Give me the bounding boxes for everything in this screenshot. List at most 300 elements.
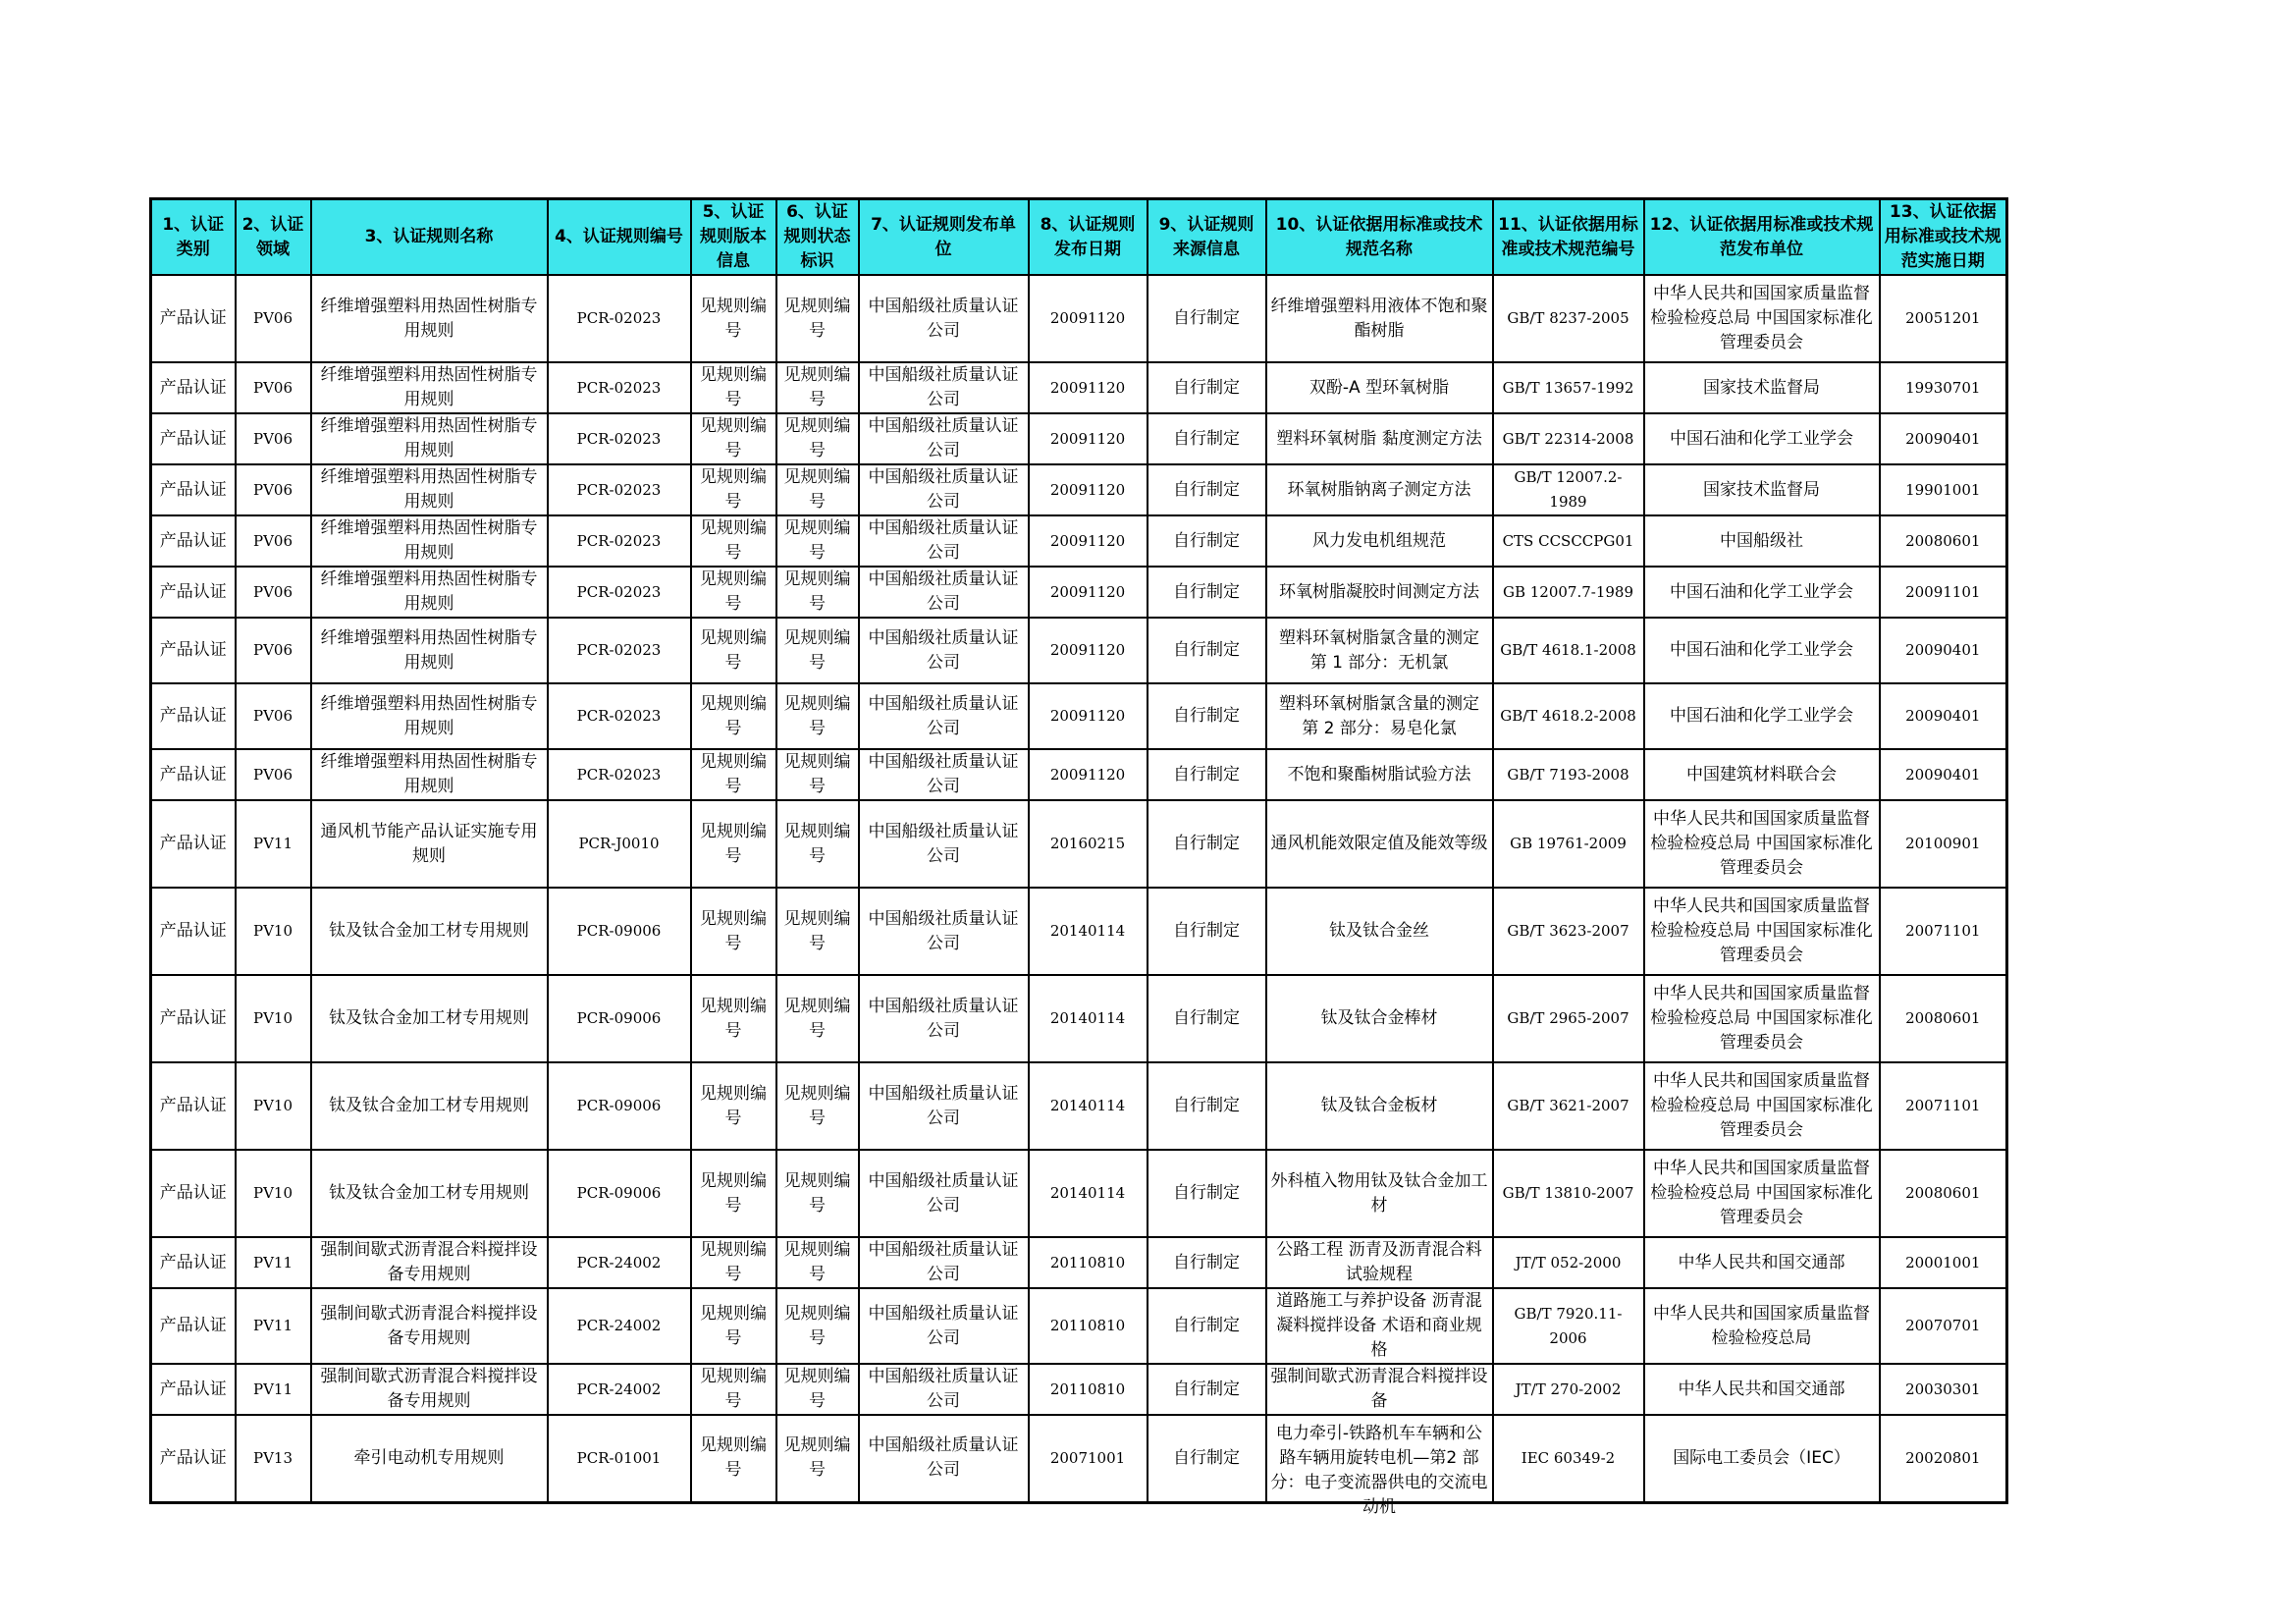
cell-rule-source bbox=[1148, 362, 1266, 413]
cell-standard-number bbox=[1493, 618, 1644, 683]
cell-field bbox=[236, 800, 311, 888]
cell-rule-version-text: 见规则编号 bbox=[700, 518, 767, 563]
cell-rule-date-text: 20110810 bbox=[1049, 1253, 1126, 1271]
cell-rule-source-text: 自行制定 bbox=[1173, 834, 1240, 853]
cell-rule-name bbox=[311, 888, 548, 975]
cell-rule-version bbox=[691, 1415, 776, 1502]
cell-rule-number bbox=[548, 567, 691, 618]
cell-standard-publisher bbox=[1644, 413, 1880, 464]
cell-rule-number-text: PCR-09006 bbox=[576, 1097, 662, 1114]
cell-rule-publisher-text: 中国船级社质量认证公司 bbox=[868, 627, 1019, 673]
cell-rule-number bbox=[548, 618, 691, 683]
cell-rule-name-text: 纤维增强塑料用热固性树脂专用规则 bbox=[320, 627, 538, 673]
cell-rule-name bbox=[311, 618, 548, 683]
cell-category bbox=[151, 1364, 236, 1415]
cell-standard-publisher bbox=[1644, 888, 1880, 975]
cell-standard-date bbox=[1880, 749, 2007, 800]
cell-field-text: PV06 bbox=[252, 480, 293, 499]
cell-standard-name-text: 钛及钛合金棒材 bbox=[1320, 1008, 1438, 1028]
cell-rule-name bbox=[311, 1415, 548, 1502]
cell-standard-publisher-text: 国际电工委员会（IEC） bbox=[1673, 1447, 1850, 1468]
cell-standard-publisher-text: 中国石油和化学工业学会 bbox=[1670, 640, 1853, 660]
cell-rule-publisher bbox=[859, 1364, 1029, 1415]
cell-rule-source-text: 自行制定 bbox=[1173, 640, 1240, 660]
cell-field bbox=[236, 515, 311, 567]
cell-rule-publisher-text: 中国船级社质量认证公司 bbox=[868, 569, 1019, 614]
cell-standard-publisher bbox=[1644, 1150, 1880, 1237]
cell-rule-name-text: 强制间歇式沥青混合料搅拌设备专用规则 bbox=[320, 1240, 538, 1284]
cell-rule-status-text: 见规则编号 bbox=[783, 569, 851, 614]
cell-standard-publisher bbox=[1644, 1415, 1880, 1502]
cell-rule-number-text: PCR-02023 bbox=[576, 429, 662, 448]
cell-standard-name-text: 通风机能效限定值及能效等级 bbox=[1270, 834, 1488, 853]
cell-standard-date-text: 20090401 bbox=[1905, 641, 1981, 659]
cell-rule-date bbox=[1029, 683, 1148, 749]
cell-rule-date bbox=[1029, 1237, 1148, 1288]
cell-rule-status-text: 见规则编号 bbox=[783, 1240, 851, 1284]
cell-field-text: PV06 bbox=[252, 707, 293, 725]
cell-standard-publisher bbox=[1644, 1364, 1880, 1415]
cell-rule-status bbox=[776, 888, 859, 975]
cell-standard-number bbox=[1493, 413, 1644, 464]
cell-rule-source bbox=[1148, 975, 1266, 1062]
cell-rule-date-text: 20091120 bbox=[1049, 378, 1126, 397]
cell-rule-date-text: 20110810 bbox=[1049, 1380, 1126, 1398]
cell-rule-number-text: PCR-09006 bbox=[576, 922, 662, 940]
table-row bbox=[151, 515, 2007, 567]
cell-rule-publisher-text: 中国船级社质量认证公司 bbox=[868, 1170, 1019, 1216]
cell-rule-publisher-text: 中国船级社质量认证公司 bbox=[868, 416, 1019, 460]
cell-standard-date bbox=[1880, 1364, 2007, 1415]
cell-rule-version-text: 见规则编号 bbox=[700, 1435, 767, 1481]
cell-rule-date-text: 20091120 bbox=[1049, 582, 1126, 601]
cell-rule-number bbox=[548, 1150, 691, 1237]
cell-standard-number bbox=[1493, 1237, 1644, 1288]
cell-rule-publisher bbox=[859, 1415, 1029, 1502]
cell-rule-date bbox=[1029, 618, 1148, 683]
cell-rule-status bbox=[776, 464, 859, 515]
cell-rule-version-text: 见规则编号 bbox=[700, 296, 767, 341]
cell-standard-date-text: 20090401 bbox=[1905, 429, 1981, 448]
cell-rule-status bbox=[776, 567, 859, 618]
cell-rule-status-text: 见规则编号 bbox=[783, 996, 851, 1041]
cell-rule-status bbox=[776, 1237, 859, 1288]
cell-rule-number bbox=[548, 888, 691, 975]
cell-standard-name-text: 道路施工与养护设备 沥青混凝料搅拌设备 术语和商业规格 bbox=[1276, 1291, 1482, 1360]
cell-category-text: 产品认证 bbox=[159, 1316, 227, 1335]
cell-rule-source-text: 自行制定 bbox=[1173, 428, 1240, 449]
cell-field-text: PV13 bbox=[252, 1448, 293, 1467]
header-rule-publisher: 7、认证规则发布单位 bbox=[859, 199, 1029, 276]
cell-rule-date bbox=[1029, 362, 1148, 413]
cell-rule-status-text: 见规则编号 bbox=[783, 1367, 851, 1411]
cell-field bbox=[236, 464, 311, 515]
cell-rule-status-text: 见规则编号 bbox=[783, 752, 851, 796]
cell-rule-source bbox=[1148, 413, 1266, 464]
cell-rule-version-text: 见规则编号 bbox=[700, 821, 767, 866]
cell-field-text: PV11 bbox=[252, 1317, 293, 1334]
cell-rule-version bbox=[691, 567, 776, 618]
header-rule-status: 6、认证规则状态标识 bbox=[776, 199, 859, 276]
cell-standard-number bbox=[1493, 362, 1644, 413]
cell-field-text: PV11 bbox=[252, 835, 293, 852]
cell-standard-publisher-text: 中国船级社 bbox=[1720, 530, 1803, 551]
cell-rule-source-text: 自行制定 bbox=[1173, 1252, 1240, 1272]
cell-field-text: PV10 bbox=[252, 1009, 293, 1027]
cell-standard-publisher-text: 中华人民共和国国家质量监督检验检疫总局 中国国家标准化管理委员会 bbox=[1650, 809, 1873, 878]
cell-rule-number-text: PCR-J0010 bbox=[578, 835, 660, 852]
cell-standard-name bbox=[1266, 275, 1493, 362]
cell-rule-date-text: 20091120 bbox=[1049, 641, 1126, 659]
cell-rule-publisher bbox=[859, 975, 1029, 1062]
cell-category-text: 产品认证 bbox=[159, 530, 227, 551]
cell-rule-publisher bbox=[859, 1237, 1029, 1288]
cell-standard-number bbox=[1493, 749, 1644, 800]
cell-rule-number bbox=[548, 1062, 691, 1150]
cell-rule-status-text: 见规则编号 bbox=[783, 1170, 851, 1216]
cell-rule-version-text: 见规则编号 bbox=[700, 1083, 767, 1128]
cell-rule-name bbox=[311, 567, 548, 618]
cell-rule-source bbox=[1148, 1150, 1266, 1237]
table-row bbox=[151, 683, 2007, 749]
cell-standard-publisher bbox=[1644, 515, 1880, 567]
cell-standard-name-text: 双酚-A 型环氧树脂 bbox=[1308, 377, 1450, 398]
table-row bbox=[151, 618, 2007, 683]
cell-standard-date bbox=[1880, 567, 2007, 618]
cell-standard-name bbox=[1266, 464, 1493, 515]
cell-standard-name-text: 公路工程 沥青及沥青混合料试验规程 bbox=[1276, 1240, 1482, 1284]
cell-rule-number bbox=[548, 362, 691, 413]
cell-rule-status-text: 见规则编号 bbox=[783, 296, 851, 341]
cell-rule-number-text: PCR-24002 bbox=[576, 1380, 662, 1398]
cell-field bbox=[236, 618, 311, 683]
cell-category bbox=[151, 464, 236, 515]
cell-rule-source-text: 自行制定 bbox=[1173, 1183, 1240, 1203]
cell-standard-date-text: 20090401 bbox=[1905, 707, 1981, 725]
cell-rule-number-text: PCR-02023 bbox=[576, 378, 662, 397]
table-row bbox=[151, 413, 2007, 464]
cell-rule-name-text: 纤维增强塑料用热固性树脂专用规则 bbox=[320, 518, 538, 563]
cell-rule-name bbox=[311, 800, 548, 888]
cell-rule-name-text: 钛及钛合金加工材专用规则 bbox=[329, 1096, 529, 1115]
cell-rule-status-text: 见规则编号 bbox=[783, 467, 851, 512]
cell-field-text: PV06 bbox=[252, 378, 293, 397]
cell-standard-date bbox=[1880, 362, 2007, 413]
cell-rule-publisher-text: 中国船级社质量认证公司 bbox=[868, 1240, 1019, 1284]
cell-rule-source-text: 自行制定 bbox=[1173, 921, 1240, 941]
cell-rule-publisher bbox=[859, 275, 1029, 362]
cell-standard-publisher bbox=[1644, 464, 1880, 515]
cell-category-text: 产品认证 bbox=[159, 479, 227, 500]
cell-standard-name-text: 钛及钛合金丝 bbox=[1329, 921, 1429, 941]
cell-standard-name-text: 电力牵引-铁路机车车辆和公路车辆用旋转电机—第2 部分：电子变流器供电的交流电动机 bbox=[1270, 1423, 1488, 1517]
cell-rule-publisher bbox=[859, 800, 1029, 888]
cell-rule-version-text: 见规则编号 bbox=[700, 908, 767, 953]
cell-standard-date-text: 20080601 bbox=[1905, 531, 1981, 550]
cell-rule-number bbox=[548, 515, 691, 567]
cell-rule-status bbox=[776, 1364, 859, 1415]
table-row bbox=[151, 1364, 2007, 1415]
cell-standard-date bbox=[1880, 275, 2007, 362]
cell-standard-number-text: GB/T 7920.11-2006 bbox=[1514, 1304, 1623, 1347]
cell-rule-source-text: 自行制定 bbox=[1173, 1316, 1240, 1335]
cell-standard-number bbox=[1493, 1062, 1644, 1150]
cell-standard-date-text: 20071101 bbox=[1905, 922, 1981, 940]
cell-rule-number bbox=[548, 1364, 691, 1415]
cell-rule-number bbox=[548, 1415, 691, 1502]
cell-rule-version-text: 见规则编号 bbox=[700, 752, 767, 796]
cell-rule-publisher bbox=[859, 1288, 1029, 1364]
cell-rule-source bbox=[1148, 275, 1266, 362]
cell-standard-date-text: 20080601 bbox=[1905, 1184, 1981, 1202]
cell-standard-date bbox=[1880, 1237, 2007, 1288]
cell-field bbox=[236, 975, 311, 1062]
cell-standard-number-text: GB/T 13810-2007 bbox=[1502, 1184, 1634, 1202]
cell-standard-date-text: 20030301 bbox=[1905, 1380, 1981, 1398]
cell-rule-source-text: 自行制定 bbox=[1173, 530, 1240, 551]
cell-category bbox=[151, 975, 236, 1062]
cell-rule-date bbox=[1029, 1150, 1148, 1237]
cell-standard-number bbox=[1493, 888, 1644, 975]
cell-standard-date-text: 20070701 bbox=[1905, 1317, 1981, 1334]
cell-category bbox=[151, 888, 236, 975]
cell-rule-version bbox=[691, 888, 776, 975]
table-row bbox=[151, 1415, 2007, 1502]
cell-rule-source bbox=[1148, 1062, 1266, 1150]
cell-rule-date-text: 20091120 bbox=[1049, 765, 1126, 784]
cell-rule-publisher-text: 中国船级社质量认证公司 bbox=[868, 752, 1019, 796]
cell-rule-date-text: 20140114 bbox=[1049, 1009, 1126, 1027]
cell-standard-number-text: GB/T 12007.2-1989 bbox=[1514, 468, 1623, 511]
cell-rule-name-text: 纤维增强塑料用热固性树脂专用规则 bbox=[320, 569, 538, 614]
cell-category bbox=[151, 567, 236, 618]
table-row bbox=[151, 567, 2007, 618]
cell-rule-number-text: PCR-02023 bbox=[576, 641, 662, 659]
cell-category-text: 产品认证 bbox=[159, 706, 227, 726]
cell-rule-date-text: 20091120 bbox=[1049, 429, 1126, 448]
cell-field-text: PV11 bbox=[252, 1253, 293, 1271]
header-standard-publisher: 12、认证依据用标准或技术规范发布单位 bbox=[1644, 199, 1880, 276]
cell-rule-publisher bbox=[859, 413, 1029, 464]
cell-category-text: 产品认证 bbox=[159, 764, 227, 784]
cell-category bbox=[151, 1237, 236, 1288]
cell-rule-number-text: PCR-02023 bbox=[576, 480, 662, 499]
cell-rule-date bbox=[1029, 464, 1148, 515]
cell-field bbox=[236, 1415, 311, 1502]
cell-rule-publisher bbox=[859, 888, 1029, 975]
cell-rule-number-text: PCR-24002 bbox=[576, 1317, 662, 1334]
cell-rule-status bbox=[776, 275, 859, 362]
cell-field-text: PV06 bbox=[252, 582, 293, 601]
cell-rule-number bbox=[548, 464, 691, 515]
cell-rule-source bbox=[1148, 515, 1266, 567]
cell-standard-date-text: 20001001 bbox=[1905, 1253, 1981, 1271]
cell-standard-publisher-text: 国家技术监督局 bbox=[1703, 377, 1820, 398]
table-row bbox=[151, 1062, 2007, 1150]
cell-rule-publisher-text: 中国船级社质量认证公司 bbox=[868, 996, 1019, 1041]
cell-rule-name-text: 纤维增强塑料用热固性树脂专用规则 bbox=[320, 416, 538, 460]
cell-standard-date-text: 20051201 bbox=[1905, 309, 1981, 327]
cell-rule-status bbox=[776, 413, 859, 464]
cell-standard-number-text: GB/T 3623-2007 bbox=[1507, 922, 1629, 940]
cell-category-text: 产品认证 bbox=[159, 1252, 227, 1272]
header-rule-date: 8、认证规则发布日期 bbox=[1029, 199, 1148, 276]
cell-rule-name bbox=[311, 1150, 548, 1237]
table-row bbox=[151, 1237, 2007, 1288]
cell-rule-publisher-text: 中国船级社质量认证公司 bbox=[868, 1303, 1019, 1348]
cell-standard-number-text: JT/T 052-2000 bbox=[1515, 1253, 1622, 1271]
cell-rule-date-text: 20140114 bbox=[1049, 922, 1126, 940]
cell-rule-version bbox=[691, 1062, 776, 1150]
cell-field bbox=[236, 413, 311, 464]
cell-standard-number-text: JT/T 270-2002 bbox=[1515, 1380, 1622, 1398]
cell-standard-name bbox=[1266, 1364, 1493, 1415]
cell-standard-publisher-text: 中国石油和化学工业学会 bbox=[1670, 428, 1853, 449]
cell-field-text: PV10 bbox=[252, 1097, 293, 1114]
cell-rule-number-text: PCR-02023 bbox=[576, 582, 662, 601]
cell-rule-status bbox=[776, 1288, 859, 1364]
cell-standard-date bbox=[1880, 1415, 2007, 1502]
cell-standard-publisher bbox=[1644, 362, 1880, 413]
cell-rule-name-text: 纤维增强塑料用热固性树脂专用规则 bbox=[320, 296, 538, 341]
cell-standard-name-text: 塑料环氧树脂 黏度测定方法 bbox=[1276, 428, 1482, 449]
cell-rule-status bbox=[776, 683, 859, 749]
cell-rule-status-text: 见规则编号 bbox=[783, 627, 851, 673]
cell-standard-name bbox=[1266, 975, 1493, 1062]
cell-rule-source-text: 自行制定 bbox=[1173, 1447, 1240, 1468]
cell-standard-number-text: GB/T 3621-2007 bbox=[1507, 1097, 1629, 1114]
cell-field bbox=[236, 1150, 311, 1237]
cell-rule-date-text: 20091120 bbox=[1049, 309, 1126, 327]
cell-rule-number bbox=[548, 1237, 691, 1288]
cell-rule-status bbox=[776, 1150, 859, 1237]
cell-category-text: 产品认证 bbox=[159, 1008, 227, 1028]
cell-standard-publisher bbox=[1644, 1237, 1880, 1288]
cell-standard-number bbox=[1493, 1288, 1644, 1364]
cell-rule-name bbox=[311, 683, 548, 749]
header-standard-name: 10、认证依据用标准或技术规范名称 bbox=[1266, 199, 1493, 276]
cell-standard-date-text: 20091101 bbox=[1905, 582, 1981, 601]
cell-field bbox=[236, 275, 311, 362]
cell-category-text: 产品认证 bbox=[159, 308, 227, 328]
cell-rule-name-text: 纤维增强塑料用热固性树脂专用规则 bbox=[320, 693, 538, 738]
cell-rule-version-text: 见规则编号 bbox=[700, 1303, 767, 1348]
cell-category bbox=[151, 1062, 236, 1150]
table-row bbox=[151, 362, 2007, 413]
cell-rule-status bbox=[776, 1062, 859, 1150]
cell-category bbox=[151, 413, 236, 464]
cell-category bbox=[151, 1288, 236, 1364]
cell-standard-number bbox=[1493, 683, 1644, 749]
cell-rule-date bbox=[1029, 888, 1148, 975]
cell-rule-status bbox=[776, 362, 859, 413]
cell-rule-source-text: 自行制定 bbox=[1173, 764, 1240, 784]
cell-standard-name bbox=[1266, 618, 1493, 683]
cell-category-text: 产品认证 bbox=[159, 377, 227, 398]
cell-standard-name-text: 塑料环氧树脂氯含量的测定 第 1 部分：无机氯 bbox=[1279, 627, 1479, 673]
cell-rule-version-text: 见规则编号 bbox=[700, 1170, 767, 1216]
cell-rule-name-text: 纤维增强塑料用热固性树脂专用规则 bbox=[320, 467, 538, 512]
cell-standard-publisher-text: 中华人民共和国国家质量监督检验检疫总局 中国国家标准化管理委员会 bbox=[1650, 284, 1873, 352]
cell-field bbox=[236, 1062, 311, 1150]
cell-rule-version-text: 见规则编号 bbox=[700, 693, 767, 738]
cell-rule-version-text: 见规则编号 bbox=[700, 1240, 767, 1284]
cell-standard-name bbox=[1266, 1415, 1493, 1517]
cell-standard-number bbox=[1493, 1415, 1644, 1502]
table-body bbox=[151, 275, 2007, 1517]
cell-rule-number-text: PCR-01001 bbox=[576, 1448, 662, 1467]
cell-rule-name-text: 纤维增强塑料用热固性树脂专用规则 bbox=[320, 752, 538, 796]
cell-rule-status bbox=[776, 800, 859, 888]
cell-rule-number bbox=[548, 413, 691, 464]
cell-rule-version-text: 见规则编号 bbox=[700, 627, 767, 673]
cell-rule-version-text: 见规则编号 bbox=[700, 416, 767, 460]
cell-rule-source-text: 自行制定 bbox=[1173, 479, 1240, 500]
cell-field bbox=[236, 749, 311, 800]
cell-standard-publisher-text: 中华人民共和国国家质量监督检验检疫总局 bbox=[1653, 1303, 1870, 1348]
cell-standard-publisher-text: 国家技术监督局 bbox=[1703, 479, 1820, 500]
cell-rule-date bbox=[1029, 975, 1148, 1062]
cell-field bbox=[236, 362, 311, 413]
table-row bbox=[151, 888, 2007, 975]
cell-standard-name bbox=[1266, 683, 1493, 749]
cell-standard-name bbox=[1266, 413, 1493, 464]
cell-standard-date-text: 20100901 bbox=[1905, 835, 1981, 852]
cell-category-text: 产品认证 bbox=[159, 428, 227, 449]
cell-field-text: PV11 bbox=[252, 1380, 293, 1398]
cell-standard-name bbox=[1266, 749, 1493, 800]
cell-rule-date-text: 20091120 bbox=[1049, 707, 1126, 725]
cell-rule-version bbox=[691, 515, 776, 567]
cell-field-text: PV06 bbox=[252, 765, 293, 784]
cell-standard-date-text: 20071101 bbox=[1905, 1097, 1981, 1114]
cell-rule-status-text: 见规则编号 bbox=[783, 908, 851, 953]
cell-standard-publisher-text: 中华人民共和国交通部 bbox=[1678, 1252, 1845, 1272]
cell-field bbox=[236, 1237, 311, 1288]
cell-rule-source bbox=[1148, 618, 1266, 683]
cell-rule-version bbox=[691, 800, 776, 888]
cell-rule-status-text: 见规则编号 bbox=[783, 1303, 851, 1348]
cell-rule-source bbox=[1148, 800, 1266, 888]
cell-standard-date bbox=[1880, 413, 2007, 464]
cell-rule-version bbox=[691, 749, 776, 800]
cell-standard-publisher bbox=[1644, 749, 1880, 800]
cell-rule-date bbox=[1029, 1062, 1148, 1150]
cell-standard-name bbox=[1266, 1288, 1493, 1364]
cell-standard-number-text: GB/T 2965-2007 bbox=[1507, 1009, 1629, 1027]
certification-rules-table bbox=[149, 197, 2008, 1517]
cell-standard-number bbox=[1493, 1150, 1644, 1237]
cell-standard-date bbox=[1880, 800, 2007, 888]
cell-standard-number-text: GB 19761-2009 bbox=[1510, 835, 1627, 852]
cell-field-text: PV10 bbox=[252, 922, 293, 940]
cell-standard-date bbox=[1880, 618, 2007, 683]
cell-standard-name bbox=[1266, 515, 1493, 567]
cell-field bbox=[236, 888, 311, 975]
cell-rule-status-text: 见规则编号 bbox=[783, 518, 851, 563]
cell-rule-publisher bbox=[859, 1062, 1029, 1150]
cell-standard-publisher bbox=[1644, 683, 1880, 749]
cell-rule-publisher bbox=[859, 749, 1029, 800]
cell-rule-date bbox=[1029, 1288, 1148, 1364]
cell-rule-number-text: PCR-02023 bbox=[576, 309, 662, 327]
cell-rule-number-text: PCR-09006 bbox=[576, 1009, 662, 1027]
cell-rule-name-text: 牵引电动机专用规则 bbox=[353, 1447, 505, 1468]
cell-rule-source bbox=[1148, 683, 1266, 749]
cell-field-text: PV06 bbox=[252, 309, 293, 327]
cell-standard-number-text: GB 12007.7-1989 bbox=[1502, 582, 1634, 601]
cell-category-text: 产品认证 bbox=[159, 581, 227, 602]
